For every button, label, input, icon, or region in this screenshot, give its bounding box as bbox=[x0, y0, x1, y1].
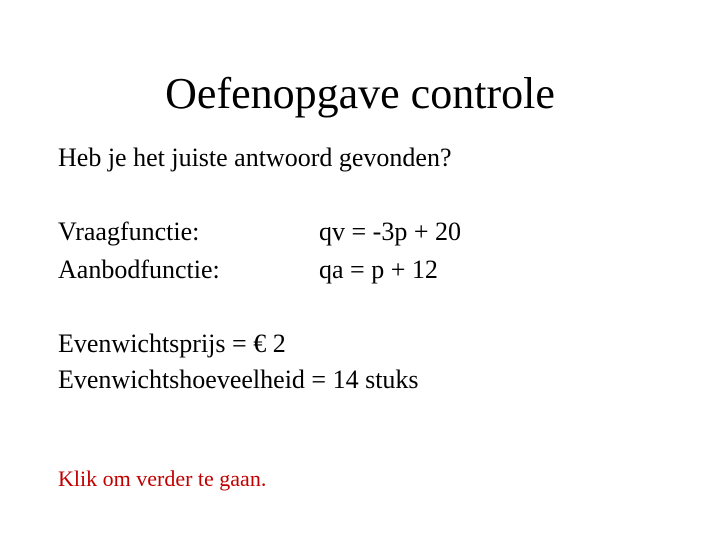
supply-function-label: Aanbodfunctie: bbox=[58, 255, 220, 284]
equilibrium-price-text: Evenwichtsprijs = € 2 bbox=[58, 329, 286, 358]
slide-title: Oefenopgave controle bbox=[165, 69, 555, 118]
continue-link[interactable]: Klik om verder te gaan. bbox=[58, 466, 267, 491]
supply-function-formula: qa = p + 12 bbox=[319, 255, 438, 284]
equilibrium-quantity-text: Evenwichtshoeveelheid = 14 stuks bbox=[58, 365, 419, 394]
demand-function-formula: qv = -3p + 20 bbox=[319, 217, 461, 246]
demand-function-label: Vraagfunctie: bbox=[58, 217, 200, 246]
question-text: Heb je het juiste antwoord gevonden? bbox=[58, 143, 452, 172]
